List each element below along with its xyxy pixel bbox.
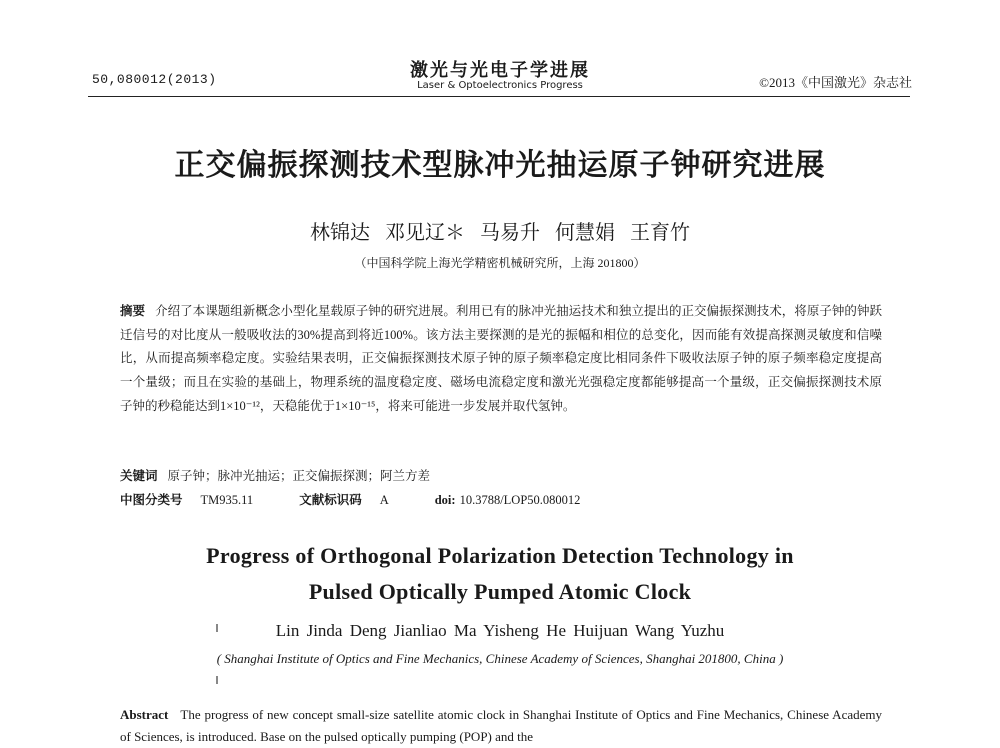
scan-artifact bbox=[216, 676, 218, 684]
doccode-label: 文献标识码 bbox=[299, 493, 362, 507]
class-value: TM935.11 bbox=[200, 493, 254, 507]
affiliation-cn: （中国科学院上海光学精密机械研究所，上海 201800） bbox=[354, 256, 646, 270]
doi-label: doi: bbox=[434, 493, 456, 507]
author-list-cn: 林锦达 邓见辽＊ 马易升 何慧娟 王育竹 bbox=[310, 222, 690, 244]
keywords-text-cn: 原子钟；脉冲光抽运；正交偏振探测；阿兰方差 bbox=[167, 469, 431, 483]
doccode-value: A bbox=[379, 493, 389, 507]
paper-title-cn: 正交偏振探测技术型脉冲光抽运原子钟研究进展 bbox=[174, 149, 826, 182]
author-list-en: Lin Jinda Deng Jianliao Ma Yisheng He Huijuan Wang Yuzhu bbox=[275, 621, 725, 640]
affiliation-en: ( Shanghai Institute of Optics and Fine Mechanics, Chinese Academy of Sciences, Shanghai 201800, China ) bbox=[216, 651, 784, 666]
journal-title-cn: 激光与光电子学进展 bbox=[410, 60, 590, 81]
paper-title-en bbox=[0, 538, 1000, 610]
article-id: 50,080012(2013) bbox=[92, 72, 217, 87]
abstract-text-cn: 介绍了本课题组新概念小型化星载原子钟的研究进展。利用已有的脉冲光抽运技术和独立提出的正交偏振探测技术，将原子钟的钟跃迁信号的对比度从一般吸收法的30%提高到将近100%。该方法主要探测的是光的振幅和相位的总变化，因而能有效提高探测灵敏度和信噪比，从而提高频率稳定度。实验结果表明，正交偏振探测技术原子钟的原子频率稳定度比相同条件下吸收法原子钟的原子频率稳定度提高一个量级；而且在实验的基础上，物理系统的温度稳定度、磁场电流稳定度和激光光强稳定度都能够提高一个量级，正交偏振探测技术原子钟的秒稳能达到1×10⁻¹²，天稳能优于1×10⁻¹⁵，将来可能进一步发展并取代氢钟。 bbox=[120, 304, 882, 413]
abstract-label-en: Abstract bbox=[120, 707, 169, 722]
paper-title-en-line1: Progress of Orthogonal Polarization Detection Technology in bbox=[206, 543, 794, 568]
classification-line bbox=[120, 490, 580, 508]
scan-artifact bbox=[216, 624, 218, 632]
abstract-label-cn: 摘要 bbox=[120, 304, 146, 318]
abstract-text-en: The progress of new concept small-size satellite atomic clock in Shanghai Institute of Optics and Fine Mechanics, Chinese Academy of Sciences, is introduced. Base on the pulsed optically pumping (POP) and the bbox=[120, 707, 882, 744]
header-divider bbox=[88, 96, 910, 97]
class-label: 中图分类号 bbox=[120, 493, 183, 507]
abstract-en bbox=[120, 704, 882, 748]
abstract-cn bbox=[120, 300, 882, 419]
keywords-label-cn: 关键词 bbox=[120, 469, 158, 483]
journal-title-en: Laser & Optoelectronics Progress bbox=[417, 80, 583, 91]
keywords-cn bbox=[120, 466, 430, 484]
copyright-notice: ©2013《中国激光》杂志社 bbox=[759, 75, 912, 90]
paper-title-en-line2: Pulsed Optically Pumped Atomic Clock bbox=[308, 579, 692, 604]
doi-value: 10.3788/LOP50.080012 bbox=[459, 493, 581, 507]
